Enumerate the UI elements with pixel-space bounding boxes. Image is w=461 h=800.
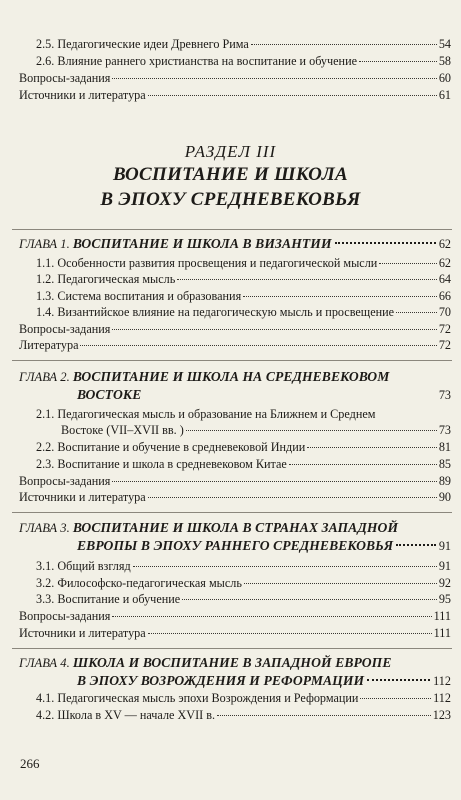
dot-leader (177, 279, 437, 280)
toc-entry (36, 559, 451, 573)
entry-title: 2.5. Педагогические идеи Древнего Рима (36, 37, 249, 51)
toc-entry (36, 37, 451, 51)
section-label: РАЗДЕЛ III (184, 142, 277, 161)
dot-leader (289, 464, 437, 465)
dot-leader (396, 312, 437, 313)
divider (12, 229, 452, 230)
toc-entry (19, 609, 451, 623)
dot-leader (148, 95, 437, 96)
toc-entry (19, 322, 451, 336)
dot-leader (307, 447, 437, 448)
dot-leader (379, 263, 436, 264)
dot-leader (148, 633, 432, 634)
entry-page: 85 (438, 457, 451, 471)
entry-page: 112 (433, 691, 451, 705)
entry-title: 1.3. Система воспитания и образования (36, 289, 242, 303)
entry-page: 60 (438, 71, 451, 85)
chapter-label: ГЛАВА 2. (19, 370, 70, 384)
entry-page: 95 (438, 592, 451, 606)
dot-leader (217, 715, 431, 716)
dot-leader (112, 329, 436, 330)
chapter-heading (19, 235, 451, 253)
entry-title: Источники и литература (19, 626, 146, 640)
chapter-page: 112 (433, 674, 451, 688)
entry-title: 2.2. Воспитание и обучение в средневековой Индии (36, 440, 306, 454)
entry-page: 92 (438, 576, 451, 590)
entry-page: 72 (438, 322, 451, 336)
chapter-page: 91 (438, 539, 451, 553)
dot-leader (112, 616, 431, 617)
entry-title: 4.1. Педагогическая мысль эпохи Возрождения и Реформации (36, 691, 359, 705)
chapter-title-line2: В ЭПОХУ ВОЗРОЖДЕНИЯ И РЕФОРМАЦИИ (77, 673, 365, 688)
dot-leader (148, 497, 437, 498)
dot-leader (112, 78, 436, 79)
entry-title: Литература (19, 338, 79, 352)
entry-page: 123 (432, 708, 451, 722)
chapter-label: ГЛАВА 4. (19, 656, 70, 670)
entry-title-line1: 2.1. Педагогическая мысль и образование на Ближнем и Среднем (36, 407, 376, 421)
entry-title: Вопросы-задания (19, 322, 111, 336)
chapter-title-line2: ВОСТОКЕ (77, 387, 142, 402)
entry-page: 111 (433, 609, 451, 623)
toc-entry (19, 338, 451, 352)
entry-title: Источники и литература (19, 88, 146, 102)
entry-page: 90 (438, 490, 451, 504)
section-title-line1: ВОСПИТАНИЕ И ШКОЛА (112, 164, 349, 185)
divider (12, 512, 452, 513)
entry-title: 2.6. Влияние раннего христианства на воспитание и обучение (36, 54, 358, 68)
toc-entry (19, 88, 451, 102)
dot-leader (186, 430, 437, 431)
dot-leader (335, 242, 436, 244)
chapter-title-line1: ВОСПИТАНИЕ И ШКОЛА В СТРАНАХ ЗАПАДНОЙ (72, 520, 399, 535)
dot-leader (80, 345, 436, 346)
dot-leader (360, 698, 431, 699)
toc-entry (36, 592, 451, 606)
entry-title: Вопросы-задания (19, 474, 111, 488)
chapter-label: ГЛАВА 1. (19, 237, 70, 251)
entry-page: 72 (438, 338, 451, 352)
entry-title: Источники и литература (19, 490, 146, 504)
toc-entry (19, 474, 451, 488)
toc-entry (36, 289, 451, 303)
entry-title: 1.2. Педагогическая мысль (36, 272, 176, 286)
entry-title: 3.1. Общий взгляд (36, 559, 131, 573)
dot-leader (112, 481, 436, 482)
entry-page: 111 (433, 626, 451, 640)
dot-leader (367, 679, 430, 681)
dot-leader (244, 583, 437, 584)
chapter-heading (19, 368, 451, 404)
toc-entry (36, 272, 451, 286)
chapter-page: 73 (438, 388, 451, 402)
entry-title: Вопросы-задания (19, 609, 111, 623)
entry-title: 3.2. Философско-педагогическая мысль (36, 576, 242, 590)
dot-leader (243, 296, 437, 297)
toc-entry (19, 71, 451, 85)
entry-page: 89 (438, 474, 451, 488)
toc-entry (19, 490, 451, 504)
chapter-title-line1: ВОСПИТАНИЕ И ШКОЛА НА СРЕДНЕВЕКОВОМ (72, 369, 390, 384)
dot-leader (133, 566, 437, 567)
entry-page: 81 (438, 440, 451, 454)
chapter-page: 62 (438, 237, 451, 251)
chapter-title: ВОСПИТАНИЕ И ШКОЛА В ВИЗАНТИИ (72, 236, 332, 251)
toc-entry (36, 256, 451, 270)
entry-page: 91 (438, 559, 451, 573)
entry-page: 66 (438, 289, 451, 303)
chapter-label: ГЛАВА 3. (19, 521, 70, 535)
toc-entry (19, 626, 451, 640)
entry-title-line2: Востоке (VII–XVII вв. ) (61, 423, 184, 437)
dot-leader (182, 599, 437, 600)
entry-page: 64 (438, 272, 451, 286)
entry-page: 62 (438, 256, 451, 270)
chapter-heading (19, 519, 451, 555)
chapter-heading (19, 654, 451, 690)
dot-leader (251, 44, 437, 45)
entry-page: 61 (438, 88, 451, 102)
toc-entry (36, 708, 451, 722)
entry-page: 73 (438, 423, 451, 437)
toc-entry (36, 457, 451, 471)
section-title-line2: В ЭПОХУ СРЕДНЕВЕКОВЬЯ (100, 189, 361, 210)
dot-leader (359, 61, 437, 62)
entry-page: 58 (438, 54, 451, 68)
entry-title: 1.1. Особенности развития просвещения и педагогической мысли (36, 256, 378, 270)
entry-title: 3.3. Воспитание и обучение (36, 592, 181, 606)
entry-page: 70 (438, 305, 451, 319)
toc-entry (36, 305, 451, 319)
dot-leader (396, 544, 436, 546)
page-number: 266 (20, 756, 40, 771)
entry-title: 2.3. Воспитание и школа в средневековом Китае (36, 457, 287, 471)
entry-title: 1.4. Византийское влияние на педагогическую мысль и просвещение (36, 305, 395, 319)
divider (12, 648, 452, 649)
toc-entry (36, 576, 451, 590)
toc-entry (36, 54, 451, 68)
toc-entry (36, 691, 451, 705)
entry-title: Вопросы-задания (19, 71, 111, 85)
chapter-title-line2: ЕВРОПЫ В ЭПОХУ РАННЕГО СРЕДНЕВЕКОВЬЯ (77, 538, 394, 553)
toc-entry (36, 406, 451, 438)
divider (12, 360, 452, 361)
chapter-title-line1: ШКОЛА И ВОСПИТАНИЕ В ЗАПАДНОЙ ЕВРОПЕ (72, 655, 392, 670)
toc-entry (36, 440, 451, 454)
entry-page: 54 (438, 37, 451, 51)
entry-title: 4.2. Школа в XV — начале XVII в. (36, 708, 216, 722)
